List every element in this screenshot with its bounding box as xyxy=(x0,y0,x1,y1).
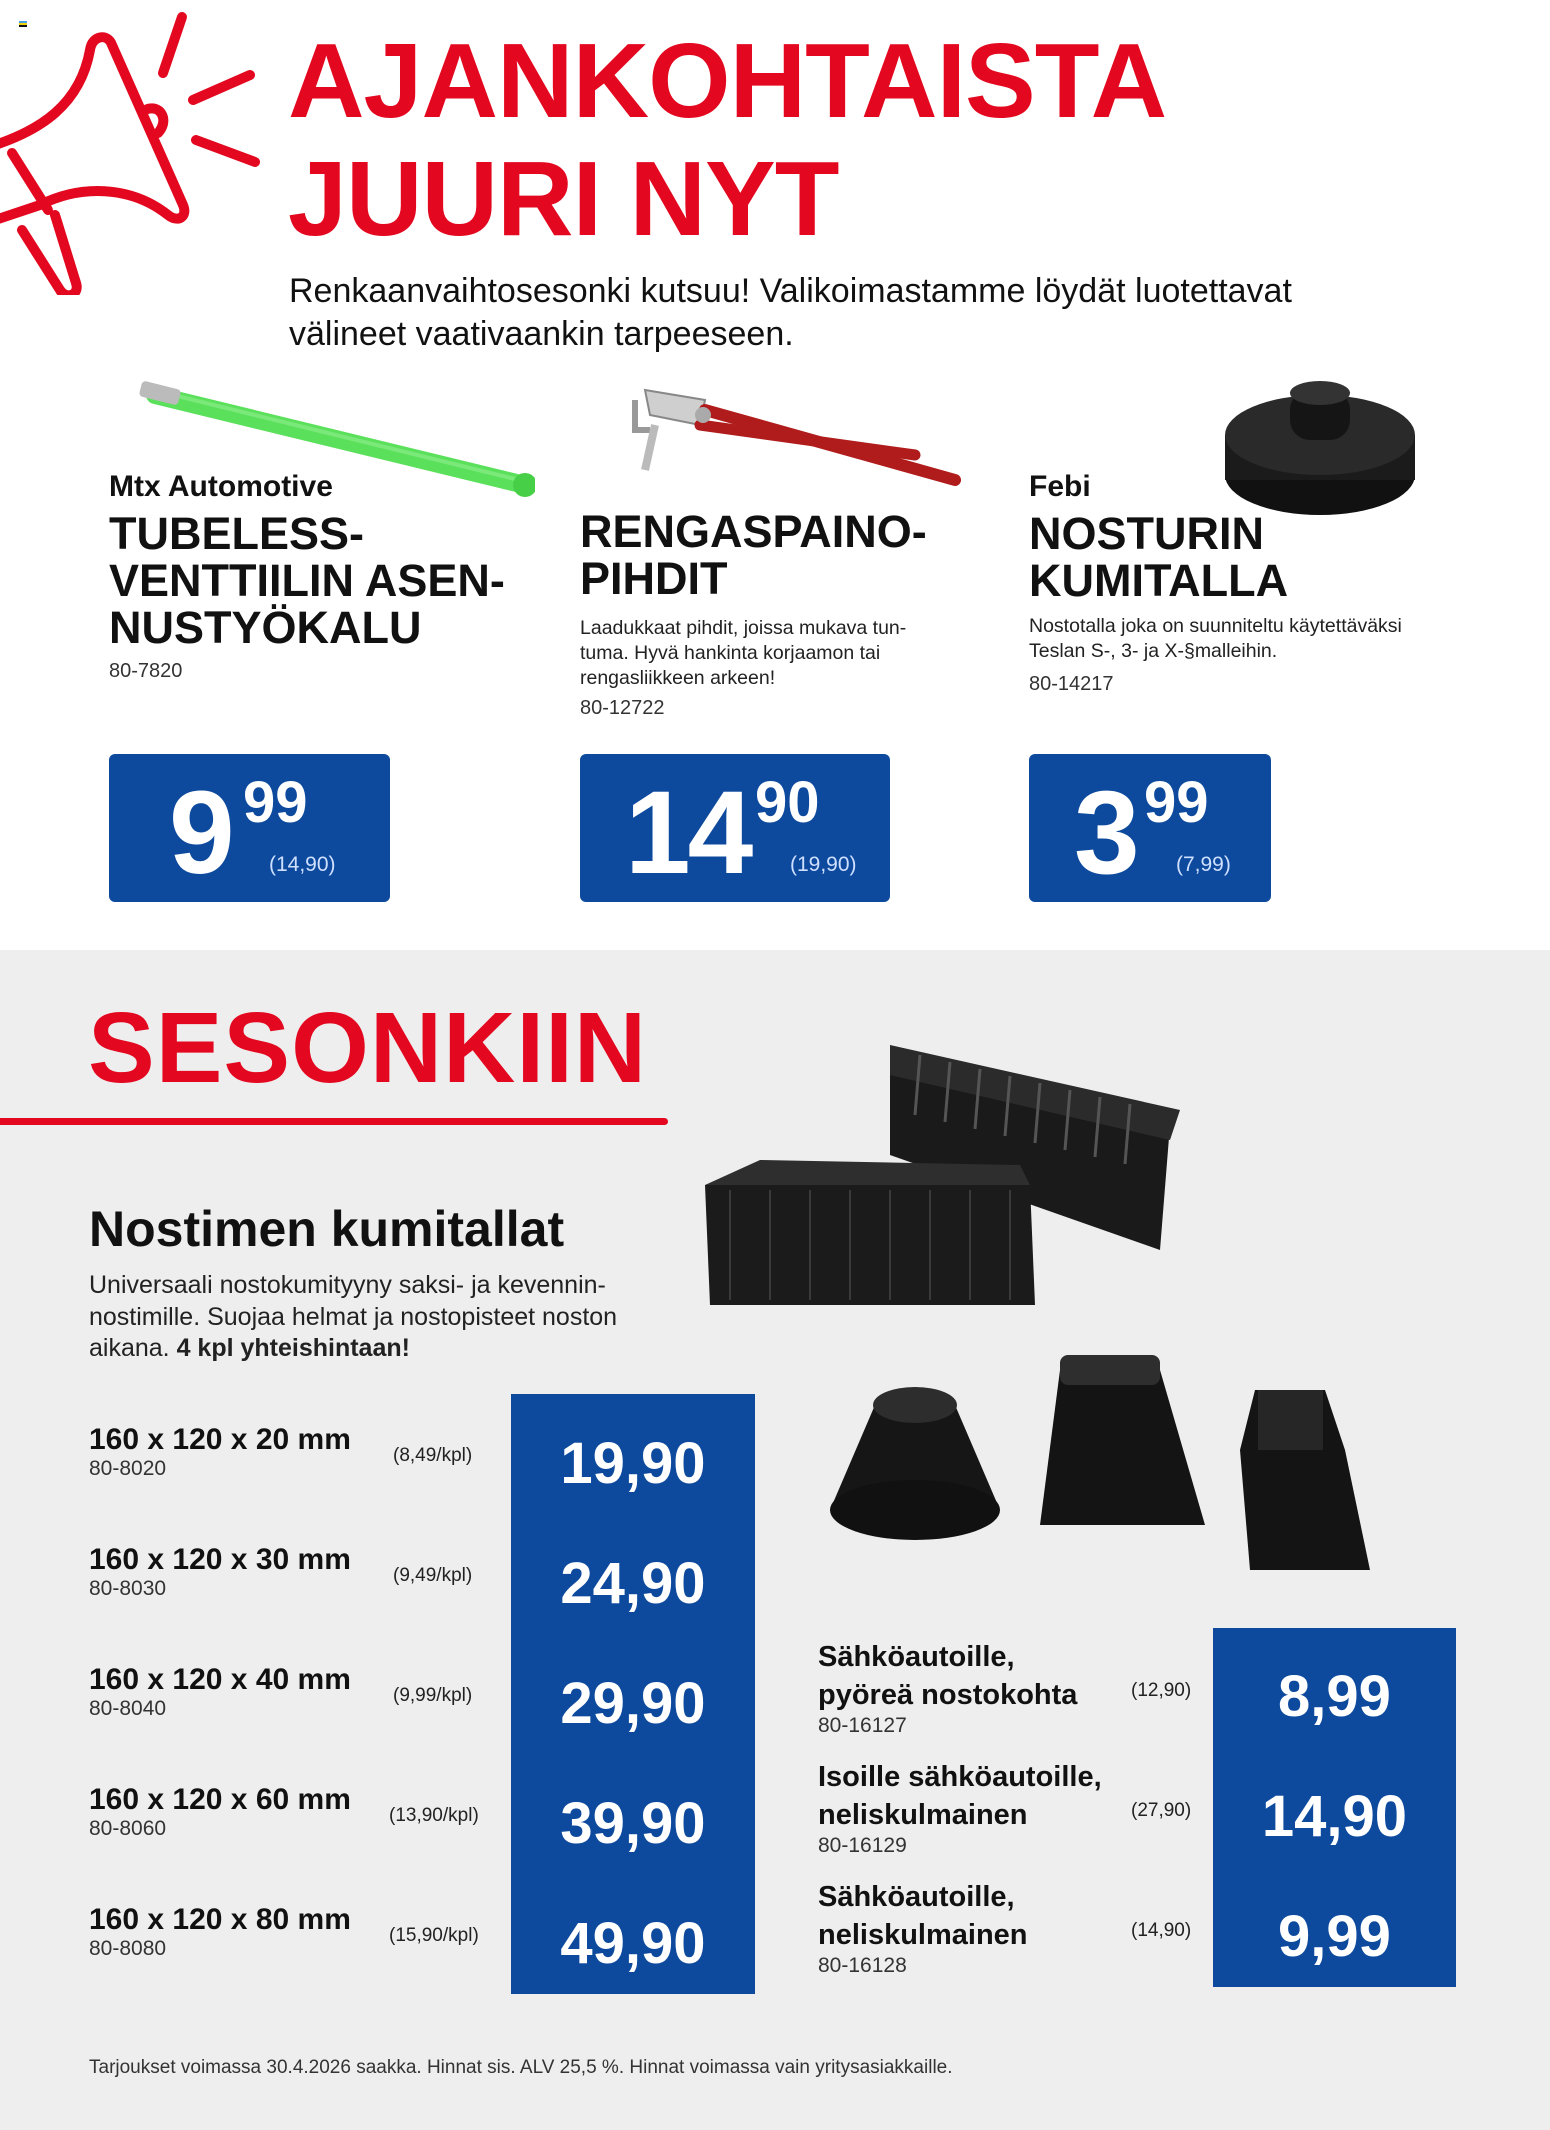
table-row xyxy=(89,1663,509,1721)
ev-row-price: 8,99 xyxy=(1278,1664,1391,1729)
product-description-line: tuma. Hyvä hankinta korjaamon tai xyxy=(580,642,881,664)
table-row xyxy=(89,1543,509,1601)
table-row xyxy=(89,1903,509,1961)
description-text: aikana. xyxy=(89,1334,177,1362)
product-title-line: NUSTYÖKALU xyxy=(109,602,422,653)
product-title-line: KUMITALLA xyxy=(1029,555,1289,606)
product-description-line: Laadukkaat pihdit, joissa mukava tun- xyxy=(580,617,907,639)
product-title xyxy=(1029,510,1288,604)
product-description xyxy=(580,616,906,691)
hero-title-line-1: AJANKOHTAISTA xyxy=(288,22,1167,140)
product-description-line: Teslan S-, 3- ja X-§malleihin. xyxy=(1029,640,1278,662)
ev-row-old-price: (12,90) xyxy=(1131,1680,1192,1701)
price-cents: 99 xyxy=(1144,770,1209,835)
price-main: 9 xyxy=(169,767,232,899)
product-brand: Febi xyxy=(1029,470,1091,503)
ev-table-row xyxy=(818,1638,1208,1738)
ev-row-sku: 80-16128 xyxy=(818,1954,907,1977)
row-unit-price: (13,90/kpl) xyxy=(389,1805,479,1826)
ev-jack-pads-image xyxy=(820,1350,1430,1590)
row-size: 160 x 120 x 60 mm xyxy=(89,1783,351,1816)
hero-lead-line-2: välineet vaativaankin tarpeeseen. xyxy=(289,315,794,353)
row-unit-price: (9,99/kpl) xyxy=(393,1685,473,1706)
row-price: 49,90 xyxy=(560,1911,706,1976)
footer-note: Tarjoukset voimassa 30.4.2026 saakka. Hinnat sis. ALV 25,5 %. Hinnat voimassa vain yritysasiakkaille. xyxy=(89,2057,953,2078)
row-size: 160 x 120 x 80 mm xyxy=(89,1903,351,1936)
row-price: 29,90 xyxy=(560,1671,706,1736)
product-description-line: Nostotalla joka on suunniteltu käytettäväksi xyxy=(1029,615,1402,637)
section-description xyxy=(89,1270,689,1365)
product-title xyxy=(109,510,505,651)
description-line: Universaali nostokumityyny saksi- ja kevennin- xyxy=(89,1271,606,1299)
row-price: 39,90 xyxy=(560,1791,706,1856)
hero-lead xyxy=(289,270,1489,356)
ev-row-name: pyöreä nostokohta xyxy=(818,1679,1078,1711)
price-cents: 90 xyxy=(755,770,820,835)
product-description-line: rengasliikkeen arkeen! xyxy=(580,667,776,689)
ev-row-name: Sähköautoille, xyxy=(818,1641,1015,1673)
row-unit-price: (8,49/kpl) xyxy=(393,1445,473,1466)
row-price: 24,90 xyxy=(560,1551,706,1616)
row-size: 160 x 120 x 30 mm xyxy=(89,1543,351,1576)
product-brand: Mtx Automotive xyxy=(109,470,333,503)
ev-row-name: Isoille sähköautoille, xyxy=(818,1761,1102,1793)
rubber-blocks-image xyxy=(690,1015,1190,1315)
product-sku: 80-14217 xyxy=(1029,673,1114,695)
season-heading: SESONKIIN xyxy=(88,992,648,1104)
row-size: 160 x 120 x 40 mm xyxy=(89,1663,351,1696)
ev-row-old-price: (27,90) xyxy=(1131,1800,1192,1821)
price-main: 3 xyxy=(1074,767,1137,899)
product-title-line: TUBELESS- xyxy=(109,508,365,559)
product-title-line: RENGASPAINO- xyxy=(580,506,927,557)
row-size: 160 x 120 x 20 mm xyxy=(89,1423,351,1456)
megaphone-icon xyxy=(0,5,265,295)
description-line xyxy=(89,1333,689,1365)
table-row xyxy=(89,1783,509,1841)
row-sku: 80-8040 xyxy=(89,1697,167,1720)
product-description xyxy=(1029,614,1402,664)
hero-title-line-2: JUURI NYT xyxy=(288,140,839,258)
description-highlight: 4 kpl yhteishintaan! xyxy=(176,1334,410,1362)
product-title-line: VENTTIILIN ASEN- xyxy=(109,555,505,606)
hero-lead-line-1: Renkaanvaihtosesonki kutsuu! Valikoimastamme löydät luotettavat xyxy=(289,272,1292,310)
price-box xyxy=(1029,754,1271,902)
ev-row-name: Sähköautoille, xyxy=(818,1881,1015,1913)
ev-table-row xyxy=(818,1878,1208,1978)
ev-row-price: 14,90 xyxy=(1261,1784,1408,1849)
row-sku: 80-8020 xyxy=(89,1457,167,1480)
ev-price-column xyxy=(1213,1628,1456,1987)
row-sku: 80-8030 xyxy=(89,1577,167,1600)
product-sku: 80-12722 xyxy=(580,697,665,719)
product-title-line: NOSTURIN xyxy=(1029,508,1264,559)
section-title: Nostimen kumitallat xyxy=(89,1201,565,1257)
price-cents: 99 xyxy=(243,770,308,835)
hero-title xyxy=(288,22,1166,258)
description-line: nostimille. Suojaa helmat ja nostopisteet noston xyxy=(89,1302,618,1331)
ev-row-name: neliskulmainen xyxy=(818,1799,1028,1831)
product-title xyxy=(580,508,927,602)
row-sku: 80-8060 xyxy=(89,1817,167,1840)
price-old: (14,90) xyxy=(269,853,336,876)
price-main: 14 xyxy=(625,767,751,899)
price-box xyxy=(580,754,890,902)
row-price: 19,90 xyxy=(560,1431,706,1496)
row-unit-price: (9,49/kpl) xyxy=(393,1565,473,1586)
ev-row-old-price: (14,90) xyxy=(1131,1920,1192,1941)
price-old: (19,90) xyxy=(790,853,857,876)
ev-row-sku: 80-16127 xyxy=(818,1714,907,1737)
price-column xyxy=(511,1394,755,1994)
row-sku: 80-8080 xyxy=(89,1937,167,1960)
product-title-line: PIHDIT xyxy=(580,553,728,604)
price-box xyxy=(109,754,390,902)
price-old: (7,99) xyxy=(1176,853,1231,876)
ev-table-row xyxy=(818,1758,1208,1858)
ev-row-name: neliskulmainen xyxy=(818,1919,1028,1951)
heading-underline xyxy=(0,1118,668,1125)
ev-row-sku: 80-16129 xyxy=(818,1834,907,1857)
product-sku: 80-7820 xyxy=(109,660,183,682)
row-unit-price: (15,90/kpl) xyxy=(389,1925,479,1946)
table-row xyxy=(89,1423,509,1481)
pliers-image xyxy=(625,370,975,500)
ev-row-price: 9,99 xyxy=(1278,1904,1391,1969)
